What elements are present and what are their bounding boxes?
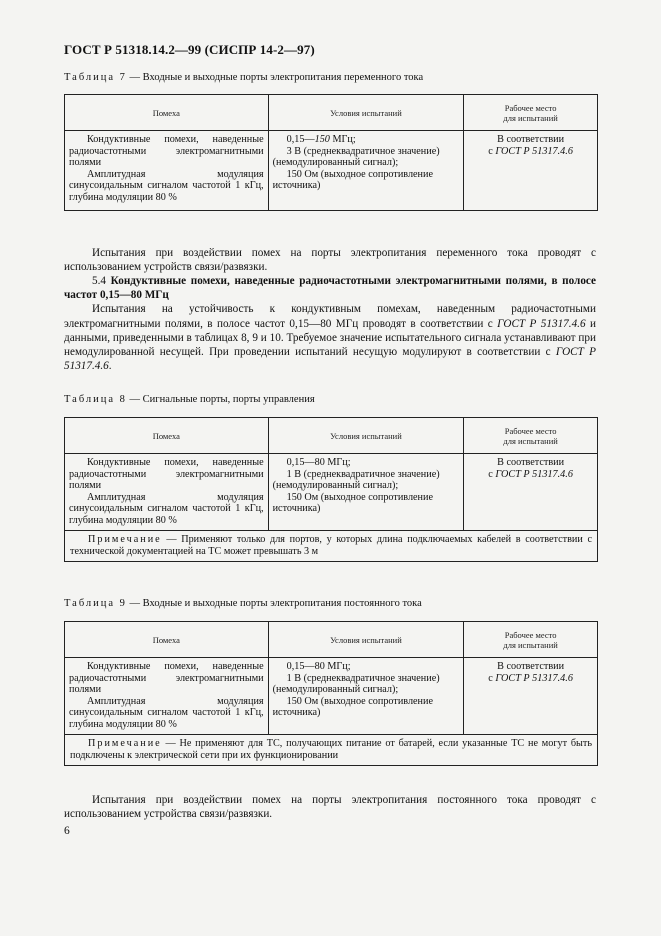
table7-row	[65, 131, 598, 211]
table8-voltage: 1 В (среднеквадратичное значение) (немодулированный сигнал);	[272, 468, 440, 492]
table9-note-text: — Не применяют для ТС, получающих питание от батарей, если указанные ТС не могут быть подключены к электрической сети при их функционировании	[70, 738, 592, 761]
table8-workplace-standard: ГОСТ Р 51317.4.6	[495, 468, 573, 480]
table8-workplace-l2	[468, 469, 593, 481]
table8-note	[65, 531, 598, 562]
section-standard-ref-1: ГОСТ Р 51317.4.6	[497, 317, 586, 330]
table7-freq-a: 0,15—	[286, 134, 315, 145]
page-number: 6	[64, 825, 70, 837]
table8-impedance: 150 Ом (выходное сопротивление источника)	[272, 491, 433, 515]
table7-freq-b: 150	[314, 134, 330, 145]
table7-workplace-cell	[464, 131, 598, 211]
table8-note-text: — Применяют только для портов, у которых длина подключаемых кабелей в соответствии с технической документацией на ТС может превышать 3 м	[70, 534, 592, 557]
table7-conditions-cell	[268, 131, 464, 211]
table9-caption	[64, 598, 422, 609]
table8	[64, 417, 598, 562]
table7-voltage: 3 В (среднеквадратичное значение) (немодулированный сигнал);	[272, 145, 440, 169]
table8-note-label: Примечание	[88, 534, 162, 545]
paragraph-ac-ports-text: Испытания при воздействии помех на порты электропитания переменного тока проводят с использованием устройств связи/развязки.	[64, 247, 596, 274]
section-5-4-heading	[64, 274, 596, 302]
table9-workplace-cell	[464, 658, 598, 735]
table8-label: Таблица 8	[64, 394, 127, 405]
section-text-a: Испытания на устойчивость к кондуктивным помехам, наведенным радиочастотными электромагнитными полями, в полосе частот 0,15—80 МГц проводят в соответствии с	[64, 303, 596, 330]
table8-freq: 0,15—80 МГц;	[286, 457, 351, 468]
table8-caption	[64, 394, 315, 405]
section-text-e: .	[108, 360, 112, 373]
table7-col-interference: Помеха	[65, 95, 269, 131]
table9-conditions-cell	[268, 658, 464, 735]
section-number: 5.4	[92, 275, 106, 287]
table8-conditions-cell	[268, 454, 464, 531]
table9-impedance: 150 Ом (выходное сопротивление источника)	[272, 695, 433, 719]
section-text-c: и данными, приведенными в таблицах 8, 9 и 10. Требуемое значение испытательного сигнала устанавливают при немодулированной несущей. При проведении испытаний несущую модулируют в соответствии с	[64, 317, 596, 359]
table9-col-interference: Помеха	[65, 622, 269, 658]
table9-interference-p1: Кондуктивные помехи, наведенные радиочастотными электромагнитными полями	[69, 661, 264, 696]
table8-note-row	[65, 531, 598, 562]
table9-workplace-prefix: с	[488, 672, 496, 684]
table9-caption-text: — Входные и выходные порты электропитания постоянного тока	[126, 598, 422, 609]
table8-caption-text: — Сигнальные порты, порты управления	[126, 394, 315, 405]
table8-interference-p1: Кондуктивные помехи, наведенные радиочастотными электромагнитными полями	[69, 457, 264, 492]
section-title: Кондуктивные помехи, наведенные радиочастотными электромагнитными полями, в полосе частот 0,15—80 МГц	[64, 275, 596, 302]
table7-caption	[64, 72, 423, 83]
table9-interference-cell	[65, 658, 269, 735]
table8-col-conditions: Условия испытаний	[268, 418, 464, 454]
paragraph-ac-ports	[64, 246, 596, 274]
table9-workplace-l1: В соответствии	[497, 661, 565, 672]
table7-col-conditions: Условия испытаний	[268, 95, 464, 131]
table7-header-row	[65, 95, 598, 131]
table8-workplace-cell	[464, 454, 598, 531]
table7-freq	[273, 134, 460, 146]
table7-interference-p2: Амплитудная модуляция синусоидальным сигналом частотой 1 кГц, глубина модуляции 80 %	[69, 168, 264, 203]
table8-col-workplace-l1: Рабочее место	[504, 425, 557, 436]
table7-workplace-l2	[468, 146, 593, 158]
table9-row	[65, 658, 598, 735]
section-5-4	[64, 274, 596, 373]
table9-label: Таблица 9	[64, 598, 127, 609]
table8-interference-cell	[65, 454, 269, 531]
table7-interference-cell	[65, 131, 269, 211]
table9-note-label: Примечание	[88, 738, 162, 749]
table7-workplace-l1: В соответствии	[497, 134, 565, 145]
table8-col-workplace-l2: для испытаний	[503, 435, 558, 446]
paragraph-dc-ports	[64, 793, 596, 821]
table7-col-workplace	[464, 95, 598, 131]
table8-header-row	[65, 418, 598, 454]
table9-interference-p2: Амплитудная модуляция синусоидальным сигналом частотой 1 кГц, глубина модуляции 80 %	[69, 695, 264, 730]
table8-row	[65, 454, 598, 531]
table7-caption-text: — Входные и выходные порты электропитания переменного тока	[126, 72, 424, 83]
table7-label: Таблица 7	[64, 72, 127, 83]
table8-workplace-prefix: с	[488, 468, 496, 480]
paragraph-dc-ports-text: Испытания при воздействии помех на порты электропитания постоянного тока проводят с использованием устройства связи/развязки.	[64, 794, 596, 821]
table7-col-workplace-l1: Рабочее место	[504, 102, 557, 113]
table7	[64, 94, 598, 211]
table9-header-row	[65, 622, 598, 658]
section-5-4-body	[64, 302, 596, 373]
table9-col-workplace-l1: Рабочее место	[504, 629, 557, 640]
table8-interference-p2: Амплитудная модуляция синусоидальным сигналом частотой 1 кГц, глубина модуляции 80 %	[69, 491, 264, 526]
table8-col-interference: Помеха	[65, 418, 269, 454]
document-header: ГОСТ Р 51318.14.2—99 (СИСПР 14-2—97)	[64, 42, 315, 57]
table7-interference-p1: Кондуктивные помехи, наведенные радиочастотными электромагнитными полями	[69, 134, 264, 169]
table9-col-workplace	[464, 622, 598, 658]
table9-freq: 0,15—80 МГц;	[286, 661, 351, 672]
table7-impedance: 150 Ом (выходное сопротивление источника)	[272, 168, 433, 192]
section-standard-ref-2: ГОСТ Р 51317.4.6	[64, 346, 596, 373]
table9-note-row	[65, 735, 598, 766]
table9-col-conditions: Условия испытаний	[268, 622, 464, 658]
table9-voltage: 1 В (среднеквадратичное значение) (немодулированный сигнал);	[272, 672, 440, 696]
table9-col-workplace-l2: для испытаний	[503, 639, 558, 650]
table9-workplace-l2	[468, 673, 593, 685]
table9-note	[65, 735, 598, 766]
table7-freq-c: МГц;	[329, 134, 356, 145]
table9	[64, 621, 598, 766]
table7-workplace-prefix: с	[488, 145, 496, 157]
table7-col-workplace-l2: для испытаний	[503, 112, 558, 123]
table9-workplace-standard: ГОСТ Р 51317.4.6	[495, 672, 573, 684]
table8-workplace-l1: В соответствии	[497, 457, 565, 468]
table7-workplace-standard: ГОСТ Р 51317.4.6	[495, 145, 573, 157]
table8-col-workplace	[464, 418, 598, 454]
